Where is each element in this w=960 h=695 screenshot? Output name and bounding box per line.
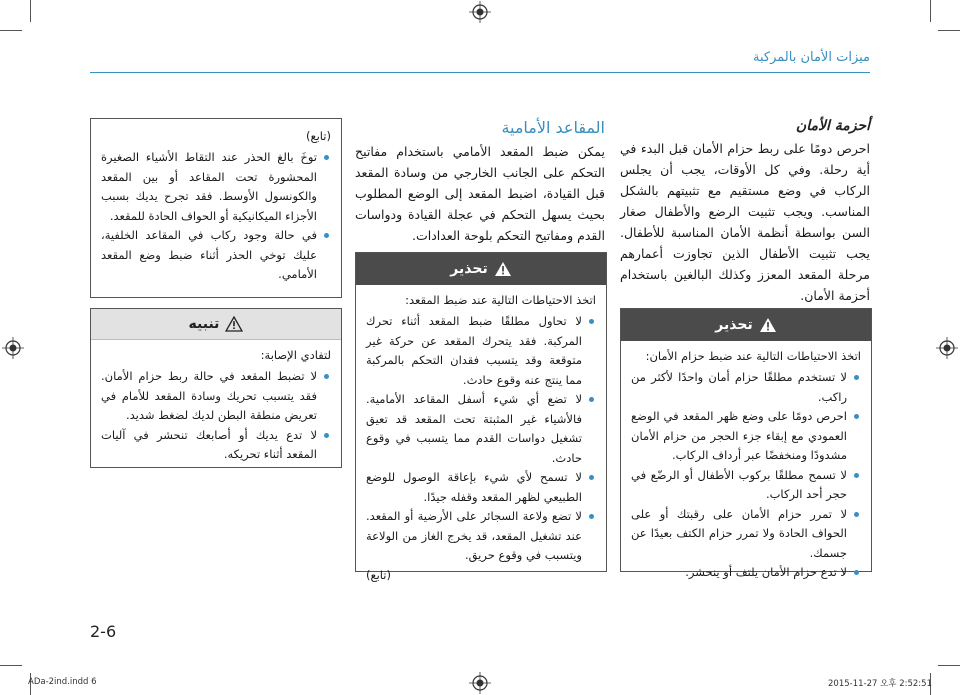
- caution-intro: لتفادي الإصابة:: [260, 348, 331, 362]
- warning-triangle-icon: [494, 261, 512, 277]
- warning-label: تحذير: [450, 261, 488, 277]
- registration-mark-icon: [469, 1, 491, 23]
- list-item: لا تدع حزام الأمان يلتف أو ينحشر.: [631, 563, 847, 583]
- warning-intro: اتخذ الاحتياطات التالية عند ضبط المقعد:: [405, 293, 596, 307]
- list-item: لا تضبط المقعد في حالة ربط حزام الأمان. فقد يتسبب تحريك وسادة المقعد للأمام في تعريض منطقة البطن لديك لضغط شديد.: [101, 367, 317, 426]
- seats-warning-box: [355, 252, 607, 582]
- list-item: لا تستخدم مطلقًا حزام أمان واحدًا لأكثر من راكب.: [631, 368, 847, 407]
- page-number: 2-6: [90, 622, 117, 641]
- caution-triangle-icon: [225, 316, 243, 332]
- seatbelt-section: [620, 118, 870, 306]
- list-item: لا تسمح لأي شيء بإعاقة الوصول للوضع الطبيعي لظهر المقعد وقفله جيدًا.: [366, 468, 582, 507]
- continued-label: (تابع): [366, 567, 391, 582]
- warning-header: [621, 309, 871, 341]
- list-item: لا تضع ولاعة السجائر على الأرضية أو المقعد. عند تشغيل المقعد، قد يخرج الغاز من الولاعة ويتسبب في وقوع حريق.: [366, 507, 582, 566]
- list-item: لا تضع أي شيء أسفل المقاعد الأمامية. فالأشياء غير المثبتة تحت المقعد قد تعيق تشغيل دواسات القدم مما يتسبب في وقوع حادث.: [366, 390, 582, 468]
- caution-label: تنبيه: [188, 316, 220, 332]
- warning-label: تحذير: [715, 317, 753, 333]
- caution-box: [90, 308, 342, 468]
- seats-heading: المقاعد الأمامية: [501, 118, 605, 137]
- crop-mark: [930, 0, 931, 22]
- list-item: لا تدع يديك أو أصابعك تنحشر في آليات المقعد أثناء تحريكه.: [101, 426, 317, 465]
- warning-intro: اتخذ الاحتياطات التالية عند ضبط حزام الأمان:: [645, 349, 861, 363]
- crop-mark: [938, 665, 960, 666]
- warning-triangle-icon: [759, 317, 777, 333]
- crop-mark: [30, 0, 31, 22]
- seats-section: [355, 118, 605, 246]
- list-item: في حالة وجود ركاب في المقاعد الخلفية، عليك توخي الحذر أثناء ضبط وضع المقعد الأمامي.: [101, 226, 317, 285]
- continued-heading: (تابع): [306, 129, 331, 143]
- seatbelt-paragraph: احرص دومًا على ربط حزام الأمان قبل البدء في أية رحلة. وفي كل الأوقات، يجب أن يجلس الركاب في وضع مستقيم مع تثبيتهم بالشكل المناسب. ويجب تثبيت الرضع والأطفال صغار السن بواسطة أنظمة الأمان المناسبة للأطفال. يجب تثبيت الأطفال الذين تجاوزت أعمارهم مرحلة المقعد المعزز وكذلك البالغين باستخدام أحزمة الأمان.: [620, 141, 870, 303]
- crop-mark: [0, 30, 22, 31]
- footer-timestamp: 2015-11-27 오후 2:52:51: [828, 679, 932, 689]
- footer-file-name: ADa-2ind.indd 6: [28, 677, 97, 687]
- list-item: توخَ بالغ الحذر عند التقاط الأشياء الصغيرة المحشورة تحت المقاعد أو بين المقعد والكونسول الأوسط. فقد تجرح يديك بسبب الأجزاء الميكانيكية أو الحواف الحادة للمقعد.: [101, 148, 317, 226]
- continued-warning-box: [90, 118, 342, 298]
- list-item: احرص دومًا على وضع ظهر المقعد في الوضع العمودي مع إبقاء جزء الحجر من حزام الأمان مشدودًا ومنخفضًا عبر أرداف الركاب.: [631, 407, 847, 466]
- seatbelt-warning-box: [620, 308, 872, 579]
- list-item: لا تمرر حزام الأمان على رقبتك أو على الحواف الحادة ولا تمرر حزام الكتف بعيدًا عن جسمك.: [631, 505, 847, 564]
- crop-mark: [938, 30, 960, 31]
- registration-mark-icon: [2, 337, 24, 359]
- crop-mark: [0, 665, 22, 666]
- list-item: لا تسمح مطلقًا بركوب الأطفال أو الرضّع في حجر أحد الركاب.: [631, 466, 847, 505]
- list-item: لا تحاول مطلقًا ضبط المقعد أثناء تحرك المركبة. فقد يتحرك المقعد عن حركة غير متوقعة وقد يتسبب فقدان التحكم بالمركبة مما ينتج عنه وقوع حادث.: [366, 312, 582, 390]
- warning-header: [356, 253, 606, 285]
- header-rule: [90, 72, 870, 73]
- registration-mark-icon: [936, 337, 958, 359]
- registration-mark-icon: [469, 672, 491, 694]
- caution-header: [91, 309, 341, 340]
- seats-paragraph: يمكن ضبط المقعد الأمامي باستخدام مفاتيح التحكم على الجانب الخارجي من وسادة المقعد قبل القيادة، اضبط المقعد إلى الوضع المطلوب بحيث يسهل التحكم في عجلة القيادة ودواسات القدم ومفاتيح التحكم بلوحة العدادات.: [355, 144, 605, 243]
- seatbelt-heading: أحزمة الأمان: [795, 118, 870, 134]
- header-title: ميزات الأمان بالمركبة: [753, 50, 870, 65]
